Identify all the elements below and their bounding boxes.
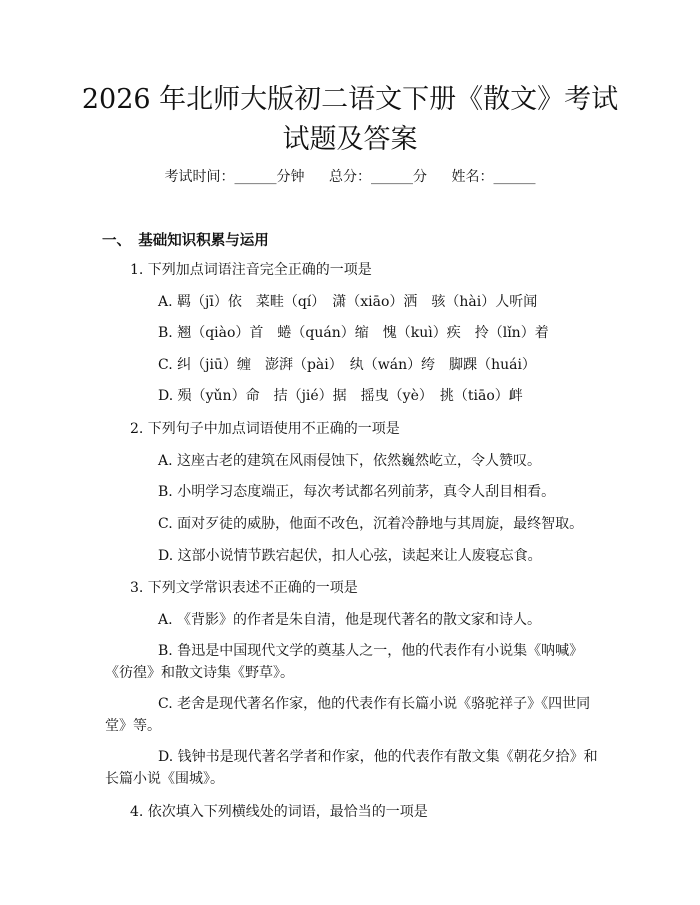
option-b: B. 小明学习态度端正，每次考试都名列前茅，真令人刮目相看。: [158, 484, 556, 500]
option-c-continued: 堂》等。: [105, 718, 161, 734]
option-a: A. 《背影》的作者是朱自清，他是现代著名的散文家和诗人。: [158, 612, 542, 628]
question-stem: 2. 下列句子中加点词语使用不正确的一项是: [130, 421, 400, 437]
option-c: C. 面对歹徒的威胁，他面不改色，沉着冷静地与其周旋，最终智取。: [158, 516, 584, 532]
option-b-continued: 《彷徨》和散文诗集《野草》。: [105, 665, 294, 681]
option-c: C. 纠（jiū）缠 澎湃（pài） 纨（wán）绔 脚踝（huái）: [158, 357, 536, 373]
exam-title-line1: 2026 年北师大版初二语文下册《散文》考试: [81, 84, 619, 115]
option-d: D. 这部小说情节跌宕起伏，扣人心弦，读起来让人废寝忘食。: [158, 548, 542, 564]
student-name-field: 姓名：______: [451, 169, 536, 185]
question-stem: 4. 依次填入下列横线处的词语，最恰当的一项是: [130, 804, 428, 820]
option-d: D. 钱钟书是现代著名学者和作家，他的代表作有散文集《朝花夕拾》和: [158, 749, 598, 765]
exam-meta: [0, 166, 700, 188]
option-a: A. 这座古老的建筑在风雨侵蚀下，依然巍然屹立，令人赞叹。: [158, 453, 542, 469]
option-b: B. 翘（qiào）首 蜷（quán）缩 愧（kuì）疾 拎（lǐn）着: [158, 325, 549, 341]
option-c: C. 老舍是现代著名作家，他的代表作有长篇小说《骆驼祥子》《四世同: [158, 696, 591, 712]
option-b: B. 鲁迅是中国现代文学的奠基人之一，他的代表作有小说集《呐喊》: [158, 643, 584, 659]
exam-time-field: 考试时间：______分钟: [164, 169, 305, 185]
option-d: D. 殒（yǔn）命 拮（jié）据 摇曳（yè） 挑（tiāo）衅: [158, 388, 523, 404]
option-a: A. 羁（jī）依 菜畦（qí） 潇（xiāo）洒 骇（hài）人听闻: [158, 294, 538, 310]
total-score-field: 总分：______分: [329, 169, 427, 185]
option-d-continued: 长篇小说《围城》。: [105, 771, 224, 787]
question-stem: 1. 下列加点词语注音完全正确的一项是: [130, 262, 372, 278]
question-stem: 3. 下列文学常识表述不正确的一项是: [130, 580, 358, 596]
exam-title-line2: 试题及答案: [282, 124, 418, 155]
section-heading: 一、 基础知识积累与运用: [102, 233, 269, 249]
